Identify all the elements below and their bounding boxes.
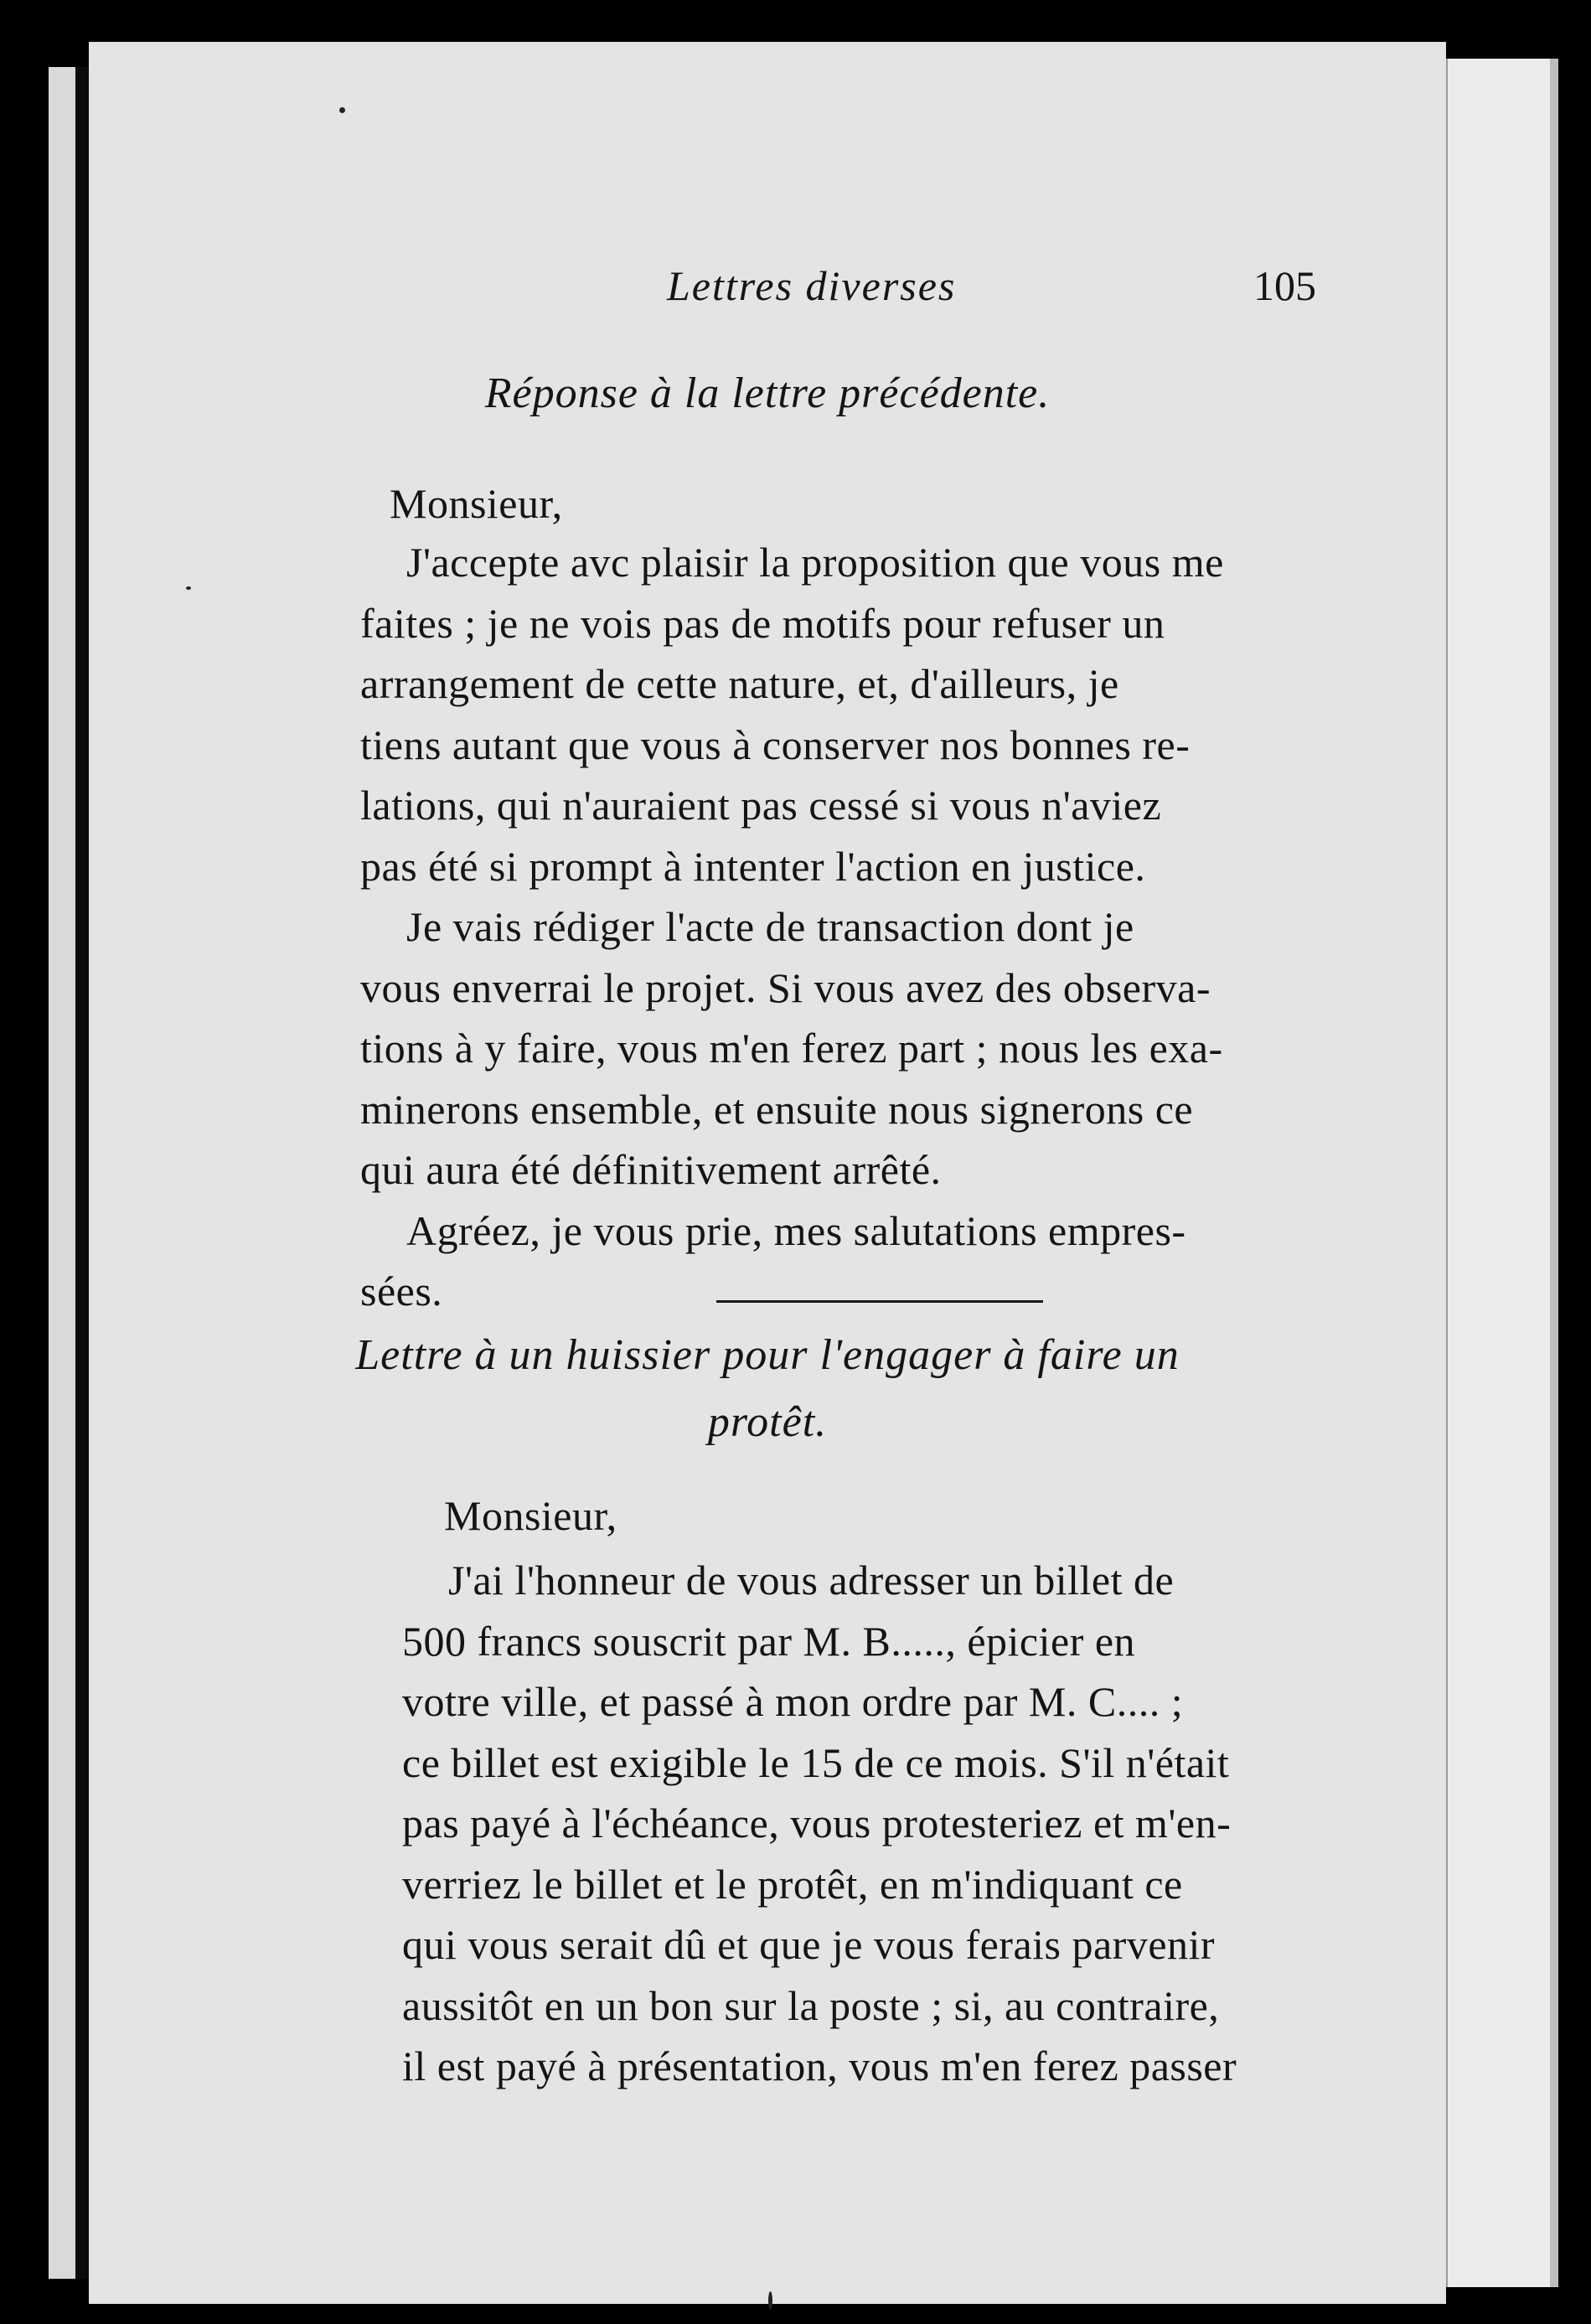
text-line: 500 francs souscrit par M. B....., épicier en xyxy=(402,1617,1136,1665)
text-line: J'ai l'honneur de vous adresser un billet de xyxy=(448,1557,1175,1604)
section-title-huissier-continued: protêt. xyxy=(707,1398,828,1446)
text-line: minerons ensemble, et ensuite nous signerons ce xyxy=(360,1085,1194,1133)
text-line: vous enverrai le projet. Si vous avez des observa- xyxy=(360,963,1211,1011)
text-line: ce billet est exigible le 15 de ce mois. S'il n'était xyxy=(402,1738,1230,1786)
page-stack-shadow xyxy=(1550,59,1558,2287)
text-line: pas payé à l'échéance, vous protesteriez et m'en- xyxy=(402,1800,1232,1846)
text-line: pas été si prompt à intenter l'action en justice. xyxy=(360,842,1146,890)
text-line: tiens autant que vous à conserver nos bonnes re- xyxy=(360,720,1191,768)
text-line: sées. xyxy=(360,1268,443,1314)
book-gutter xyxy=(75,67,89,2279)
text-line: Agréez, je vous prie, mes salutations empres- xyxy=(406,1206,1186,1254)
text-line: qui vous serait dû et que je vous ferais parvenir xyxy=(402,1921,1216,1968)
text-line: faites ; je ne vois pas de motifs pour refuser un xyxy=(360,599,1165,647)
text-line: arrangement de cette nature, et, d'ailleurs, je xyxy=(360,660,1119,707)
section-title-huissier: Lettre à un huissier pour l'engager à faire un xyxy=(355,1331,1180,1379)
page-header xyxy=(89,261,1446,328)
text-line: lations, qui n'auraient pas cessé si vous n'aviez xyxy=(360,782,1162,829)
text-line: aussitôt en un bon sur la poste ; si, au contraire, xyxy=(402,1981,1220,2029)
print-speck xyxy=(186,586,191,590)
letter-body-reponse xyxy=(360,532,1378,1322)
text-line: verriez le billet et le protêt, en m'indiquant ce xyxy=(402,1860,1183,1908)
print-speck xyxy=(339,107,345,113)
text-line: tions à y faire, vous m'en ferez part ; nous les exa- xyxy=(360,1025,1223,1072)
page-number: 105 xyxy=(1253,262,1316,309)
text-line: votre ville, et passé à mon ordre par M. C.... ; xyxy=(402,1678,1184,1725)
running-title: Lettres diverses xyxy=(667,262,957,309)
salutation: Monsieur, xyxy=(390,480,563,527)
text-line: Je vais rédiger l'acte de transaction dont je xyxy=(406,903,1134,950)
print-speck xyxy=(768,2291,772,2310)
text-line: J'accepte avc plaisir la proposition que vous me xyxy=(406,539,1224,586)
section-divider xyxy=(716,1300,1043,1303)
section-title-reponse: Réponse à la lettre précédente. xyxy=(484,369,1051,417)
letter-body-huissier xyxy=(402,1550,1395,2097)
text-line: qui aura été définitivement arrêté. xyxy=(360,1146,942,1193)
page-stack-edge xyxy=(1446,59,1557,2287)
facing-page-edge xyxy=(49,67,75,2279)
salutation: Monsieur, xyxy=(444,1492,617,1539)
text-line: il est payé à présentation, vous m'en ferez passer xyxy=(402,2043,1237,2089)
